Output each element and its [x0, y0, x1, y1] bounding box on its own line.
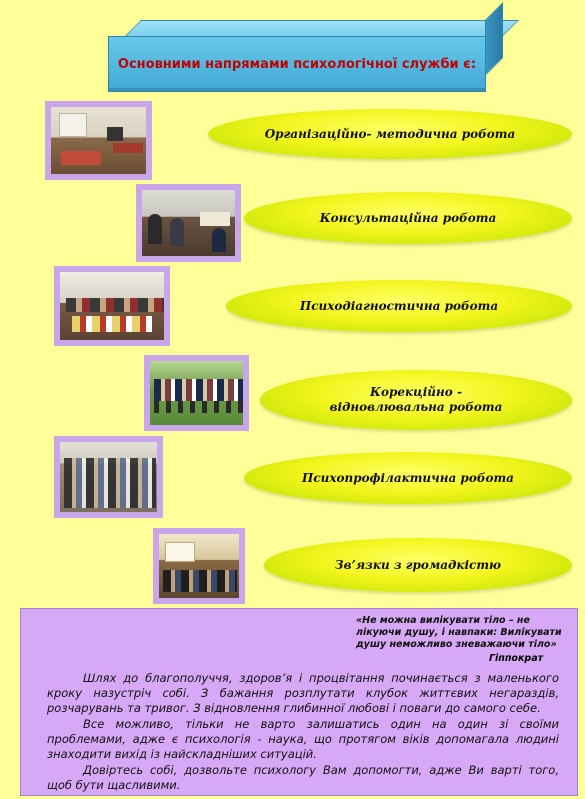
direction-label: Організаційно- методична робота	[264, 126, 516, 141]
direction-psychoprevention	[244, 452, 572, 504]
direction-consultation	[244, 192, 572, 244]
direction-organizational-methodical	[208, 109, 572, 159]
direction-psychodiagnostics	[226, 280, 572, 332]
photo-public-relations	[153, 528, 245, 604]
paragraph-psychology: Все можливо, тільки не варто залишатись один на один зі своїми проблемами, адже є психологія - наука, що протягом віків допомагала людині знаходити вихід із найскладніших ситуацій.	[47, 717, 559, 761]
info-text-box	[20, 608, 578, 796]
page-title	[108, 36, 486, 92]
quote-author: Гіппократ	[489, 653, 544, 664]
paragraph-wellbeing: Шлях до благополуччя, здоров’я і процвітання починається з маленького кроку назустріч собі. З бажання розплутати клубок життєвих негараздів, розчарувань та тривог. З відновлення глибинної любові і поваги до самого себе.	[47, 671, 559, 715]
paragraph-trust: Довіртесь собі, дозвольте психологу Вам допомогти, адже Ви варті того, щоб бути щасливими.	[47, 763, 559, 792]
direction-label: Корекційно - відновлювальна робота	[329, 385, 503, 414]
header-box-side	[485, 2, 503, 76]
photo-office	[45, 101, 152, 180]
direction-label: Психодіагностична робота	[299, 298, 499, 313]
hippocrates-quote: «Не можна вилікувати тіло – не лікуючи душу, і навпаки: Вилікувати душу неможливо зневажаючи тіло»	[356, 615, 562, 650]
photo-correction	[144, 355, 249, 431]
direction-correction	[260, 370, 572, 430]
direction-label: Психопрофілактична робота	[302, 470, 514, 485]
direction-public-relations	[264, 538, 572, 592]
direction-label: Зв’язки з громадкістю	[334, 557, 502, 572]
page-title-text: Основними напрямами психологічної служби є:	[117, 56, 477, 72]
photo-consultation	[136, 184, 241, 262]
direction-label: Консультаційна робота	[319, 210, 497, 225]
photo-prevention	[54, 436, 163, 518]
photo-diagnostics	[54, 266, 170, 346]
header-box-top	[124, 20, 519, 37]
